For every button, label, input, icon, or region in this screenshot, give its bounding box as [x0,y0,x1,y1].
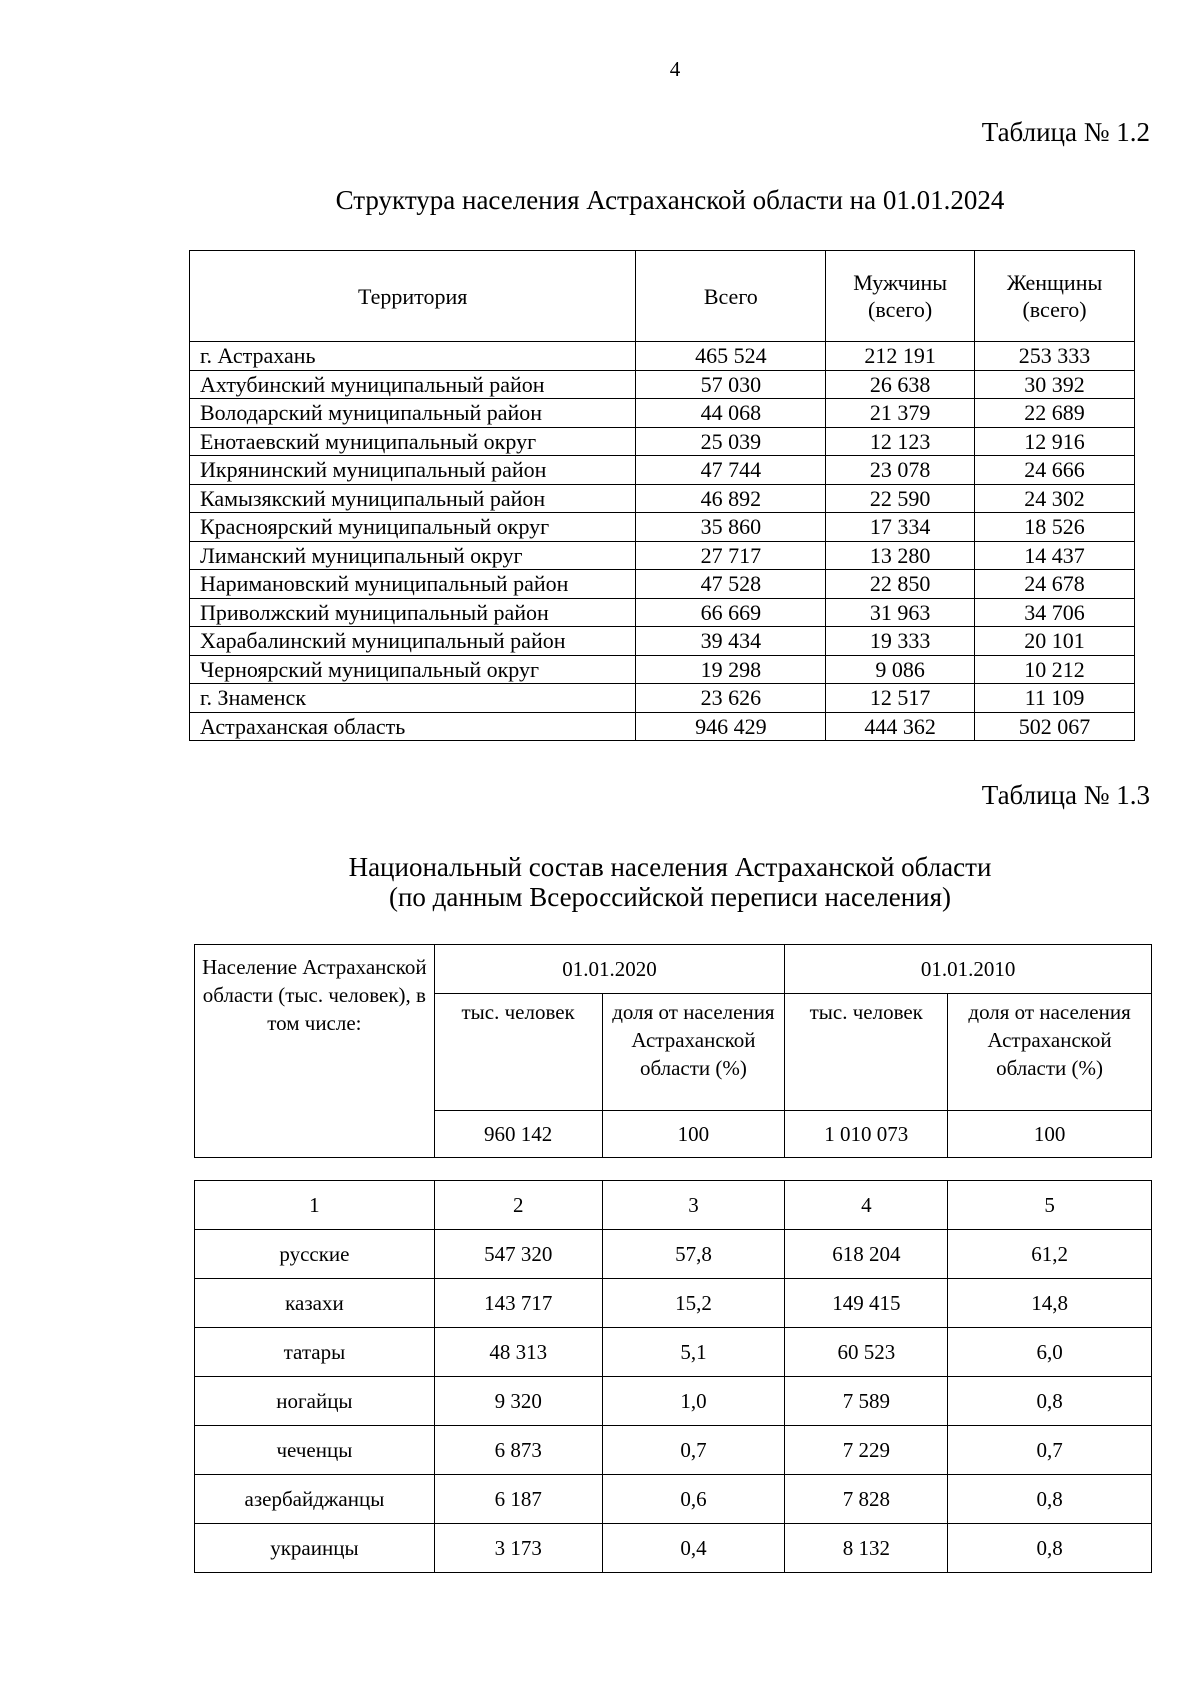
thousand-2020: 3 173 [434,1524,602,1573]
header-territory: Территория [190,251,636,342]
table-row [195,1426,1152,1475]
share-2020: 0,7 [602,1426,785,1475]
share-2010: 0,8 [948,1377,1152,1426]
table-row [195,1475,1152,1524]
territory-name: Красноярский муниципальный округ [190,513,636,542]
territory-name: Лиманский муниципальный округ [190,541,636,570]
men-value: 212 191 [826,342,975,371]
territory-name: Икрянинский муниципальный район [190,456,636,485]
share-2020: 0,4 [602,1524,785,1573]
total-value: 39 434 [636,627,826,656]
women-value: 34 706 [975,598,1135,627]
table-1-3-title-line-1: Национальный состав населения Астраханской области [348,852,992,882]
thousand-2020: 6 873 [434,1426,602,1475]
women-value: 24 666 [975,456,1135,485]
thousand-2020: 48 313 [434,1328,602,1377]
share-2010: 14,8 [948,1279,1152,1328]
thousand-2010: 149 415 [785,1279,948,1328]
ethnicity-name: чеченцы [195,1426,435,1475]
table-row [190,484,1135,513]
total-value: 47 744 [636,456,826,485]
territory-name: г. Астрахань [190,342,636,371]
table-row [195,1328,1152,1377]
total-value: 465 524 [636,342,826,371]
total-thousand-2020: 960 142 [434,1111,602,1158]
men-value: 444 362 [826,712,975,741]
ethnicity-name: татары [195,1328,435,1377]
table-row [190,513,1135,542]
thousand-2020: 547 320 [434,1230,602,1279]
men-value: 12 517 [826,684,975,713]
territory-name: Володарский муниципальный район [190,399,636,428]
ethnicity-name: азербайджанцы [195,1475,435,1524]
territory-name: Наримановский муниципальный район [190,570,636,599]
total-value: 44 068 [636,399,826,428]
women-value: 22 689 [975,399,1135,428]
men-value: 13 280 [826,541,975,570]
share-2010: 0,7 [948,1426,1152,1475]
table-row [190,456,1135,485]
women-value: 20 101 [975,627,1135,656]
table-row [195,1524,1152,1573]
table-row [190,399,1135,428]
territory-name: Ахтубинский муниципальный район [190,370,636,399]
thousand-2010: 7 589 [785,1377,948,1426]
table-1-3-caption: Таблица № 1.3 [981,780,1150,810]
table-row [190,427,1135,456]
table-row [190,541,1135,570]
women-value: 24 678 [975,570,1135,599]
women-value: 24 302 [975,484,1135,513]
share-2020: 5,1 [602,1328,785,1377]
men-value: 19 333 [826,627,975,656]
ethnic-composition-table [194,1180,1152,1573]
men-value: 31 963 [826,598,975,627]
table-row [195,1230,1152,1279]
share-2010: 0,8 [948,1524,1152,1573]
women-value: 502 067 [975,712,1135,741]
women-value: 18 526 [975,513,1135,542]
women-value: 11 109 [975,684,1135,713]
thousand-2010: 618 204 [785,1230,948,1279]
column-number: 3 [602,1181,785,1230]
page-number: 4 [669,57,681,81]
men-value: 12 123 [826,427,975,456]
ethnicity-name: ногайцы [195,1377,435,1426]
women-value: 14 437 [975,541,1135,570]
total-value: 25 039 [636,427,826,456]
territory-name: Астраханская область [190,712,636,741]
header-total: Всего [636,251,826,342]
women-value: 10 212 [975,655,1135,684]
table-row [190,627,1135,656]
table-row [195,1279,1152,1328]
ethnicity-name: русские [195,1230,435,1279]
total-share-2010: 100 [948,1111,1152,1158]
share-2020: 57,8 [602,1230,785,1279]
men-value: 21 379 [826,399,975,428]
table-1-3-title [160,852,1180,912]
women-value: 253 333 [975,342,1135,371]
thousand-2020: 6 187 [434,1475,602,1524]
table-row [190,712,1135,741]
total-value: 23 626 [636,684,826,713]
thousand-2020: 9 320 [434,1377,602,1426]
total-value: 57 030 [636,370,826,399]
table-row [190,342,1135,371]
table-1-2-caption: Таблица № 1.2 [981,117,1150,147]
total-share-2020: 100 [602,1111,785,1158]
header-share-2020: доля от населения Астраханской области (%) [602,994,785,1111]
table-1-2-title: Структура населения Астраханской области на 01.01.2024 [335,185,1005,215]
population-structure-table [189,250,1135,741]
share-2020: 1,0 [602,1377,785,1426]
table-1-3-title-line-2: (по данным Всероссийской переписи населения) [388,882,952,912]
column-number: 5 [948,1181,1152,1230]
territory-name: Харабалинский муниципальный район [190,627,636,656]
column-number: 2 [434,1181,602,1230]
territory-name: Черноярский муниципальный округ [190,655,636,684]
territory-name: Камызякский муниципальный район [190,484,636,513]
territory-name: Енотаевский муниципальный округ [190,427,636,456]
header-date-2010: 01.01.2010 [785,945,1152,994]
total-thousand-2010: 1 010 073 [785,1111,948,1158]
men-value: 22 590 [826,484,975,513]
table-row [190,570,1135,599]
corner-header: Население Астраханской области (тыс. человек), в том числе: [195,945,435,1158]
women-value: 30 392 [975,370,1135,399]
column-number: 1 [195,1181,435,1230]
share-2010: 6,0 [948,1328,1152,1377]
share-2010: 0,8 [948,1475,1152,1524]
table-row [195,1377,1152,1426]
territory-name: г. Знаменск [190,684,636,713]
share-2020: 0,6 [602,1475,785,1524]
total-value: 47 528 [636,570,826,599]
total-value: 35 860 [636,513,826,542]
header-men: Мужчины (всего) [826,251,975,342]
share-2020: 15,2 [602,1279,785,1328]
header-thousand-2020: тыс. человек [434,994,602,1111]
thousand-2010: 7 229 [785,1426,948,1475]
thousand-2010: 60 523 [785,1328,948,1377]
header-women: Женщины (всего) [975,251,1135,342]
column-number: 4 [785,1181,948,1230]
total-value: 19 298 [636,655,826,684]
women-value: 12 916 [975,427,1135,456]
table-header-row [190,251,1135,342]
total-value: 46 892 [636,484,826,513]
header-share-2010: доля от населения Астраханской области (%) [948,994,1152,1111]
table-row [190,684,1135,713]
table-row [190,655,1135,684]
header-date-2020: 01.01.2020 [434,945,785,994]
total-value: 66 669 [636,598,826,627]
men-value: 9 086 [826,655,975,684]
table-row [190,598,1135,627]
men-value: 17 334 [826,513,975,542]
men-value: 26 638 [826,370,975,399]
column-numbers-row [195,1181,1152,1230]
thousand-2010: 8 132 [785,1524,948,1573]
ethnicity-name: казахи [195,1279,435,1328]
ethnicity-name: украинцы [195,1524,435,1573]
ethnic-composition-header-table [194,944,1152,1158]
share-2010: 61,2 [948,1230,1152,1279]
total-value: 27 717 [636,541,826,570]
header-thousand-2010: тыс. человек [785,994,948,1111]
table-row [190,370,1135,399]
total-value: 946 429 [636,712,826,741]
header-row-dates [195,945,1152,994]
thousand-2020: 143 717 [434,1279,602,1328]
men-value: 22 850 [826,570,975,599]
thousand-2010: 7 828 [785,1475,948,1524]
men-value: 23 078 [826,456,975,485]
territory-name: Приволжский муниципальный район [190,598,636,627]
